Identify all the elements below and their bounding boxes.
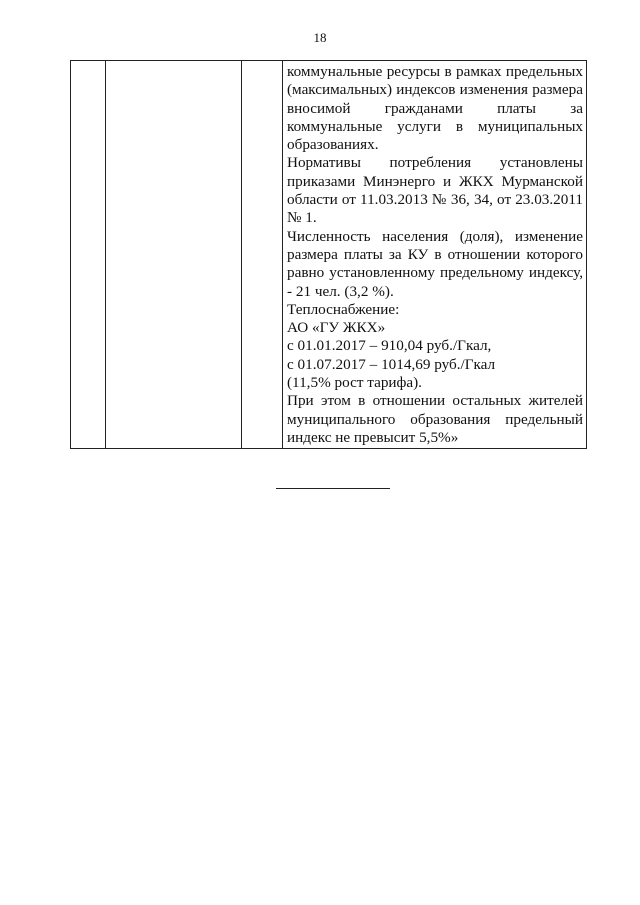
paragraph: с 01.07.2017 – 1014,69 руб./Гкал (287, 355, 496, 373)
cell-text (283, 61, 586, 448)
end-divider-line (276, 488, 390, 489)
paragraph: АО «ГУ ЖКХ» (287, 319, 386, 337)
page-number: 18 (313, 30, 327, 45)
paragraph: (11,5% рост тарифа). (287, 374, 422, 392)
paragraph: коммунальные ресурсы в рамках предельных (максимальных) индексов изменения размера вносимой гражданами платы за коммунальные услуги в муниципальных образованиях. (287, 63, 583, 154)
paragraph: Теплоснабжение: (287, 300, 400, 318)
paragraph: При этом в отношении остальных жителей муниципального образования предельный индекс не превысит 5,5%» (287, 392, 583, 446)
paragraph: с 01.01.2017 – 910,04 руб./Гкал, (287, 337, 492, 355)
table-row (71, 61, 587, 449)
table-cell-code (242, 61, 283, 449)
document-table (70, 60, 587, 449)
paragraph: Численность населения (доля), изменение размера платы за КУ в отношении которого равно установленному предельному индексу, - 21 чел. (3,2 %). (287, 227, 583, 300)
paragraph: Нормативы потребления установлены приказами Минэнерго и ЖКХ Мурманской области от 11.03.2013 № 36, 34, от 23.03.2011 № 1. (287, 154, 583, 227)
table-cell-description (283, 61, 587, 449)
table-cell-number (71, 61, 106, 449)
table-cell-name (106, 61, 242, 449)
